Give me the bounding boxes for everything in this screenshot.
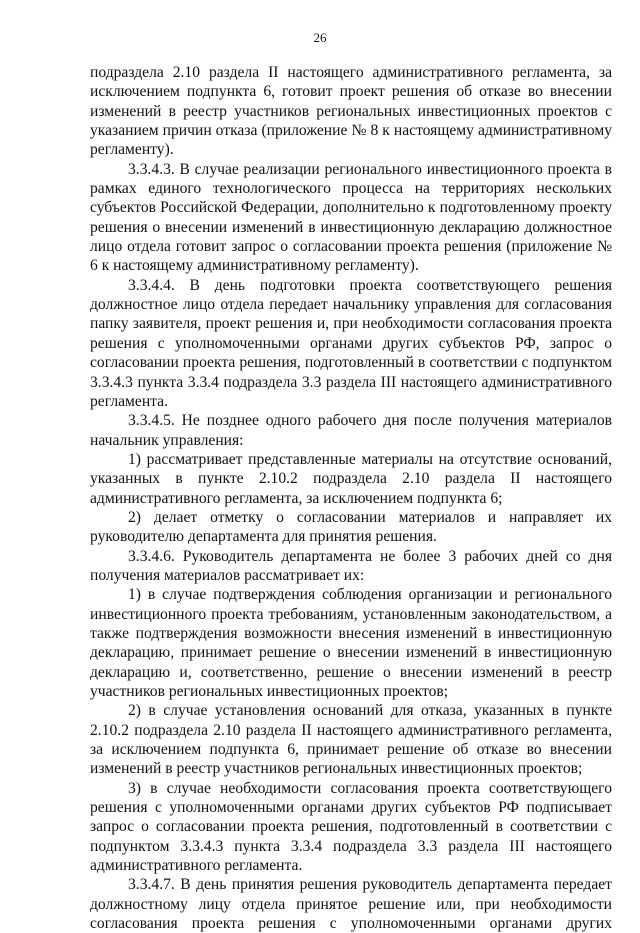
paragraph-continuation: подраздела 2.10 раздела II настоящего административного регламента, за исключением подпункта 6, готовит проект решения об отказе во внесении изменений в реестр участников региональных инвестиционных проектов с указанием причин отказа (приложение № 8 к настоящему административному регламенту). [90,64,612,159]
list-item-3-3-4-6-2: 2) в случае установления оснований для отказа, указанных в пункте 2.10.2 подраздела 2.10 раздела II настоящего административного регламента, за исключением подпункта 6, принимает решение об отказе во внесении изменений в реестр участников региональных инвестиционных проектов; [90,702,612,778]
list-item-3-3-4-5-2: 2) делает отметку о согласовании материалов и направляет их руководителю департамента для принятия решения. [90,508,612,546]
document-body [90,63,612,933]
list-item-3-3-4-6-3: 3) в случае необходимости согласования проекта соответствующего решения с уполномоченными органами других субъектов РФ подписывает запрос о согласовании проекта решения, подготовленный в соответствии с подпунктом 3.3.4.3 пункта 3.3.4 подраздела 3.3 раздела III настоящего административного регламента. [90,779,612,875]
paragraph-3-3-4-7: 3.3.4.7. В день принятия решения руководитель департамента передает должностному лицу отдела принятое решение или, при необходимости согласования проекта решения с уполномоченными органами других [90,876,612,933]
list-item-3-3-4-6-1: 1) в случае подтверждения соблюдения организации и регионального инвестиционного проекта требованиям, установленным законодательством, а также подтверждения возможности внесения изменений в инвестиционную декларацию, принимает решение о внесении изменений в инвестиционную декларацию и, соответственно, решение о внесении изменений в реестр участников региональных инвестиционных проектов; [90,586,612,700]
paragraph-3-3-4-5: 3.3.4.5. Не позднее одного рабочего дня после получения материалов начальник управления: [90,412,612,449]
page-number: 26 [313,30,327,45]
paragraph-3-3-4-3: 3.3.4.3. В случае реализации регионального инвестиционного проекта в рамках единого технологического процесса на территориях нескольких субъектов Российской Федерации, дополнительно к подготовленному проекту решения о внесении изменений в инвестиционную декларацию должностное лицо отдела готовит запрос о согласовании проекта решения (приложение № 6 к настоящему административному регламенту). [90,160,612,275]
list-item-3-3-4-5-1: 1) рассматривает представленные материалы на отсутствие оснований, указанных в пункте 2.10.2 подраздела 2.10 раздела II настоящего административного регламента, за исключением подпункта 6; [90,450,612,507]
paragraph-3-3-4-4: 3.3.4.4. В день подготовки проекта соответствующего решения должностное лицо отдела передает начальнику управления для согласования папку заявителя, проект решения и, при необходимости согласования проекта решения с уполномоченными органами других субъектов РФ, запрос о согласовании проекта решения, подготовленный в соответствии с подпунктом 3.3.4.3 пункта 3.3.4 подраздела 3.3 раздела III настоящего административного регламента. [90,276,612,410]
paragraph-3-3-4-6: 3.3.4.6. Руководитель департамента не более 3 рабочих дней со дня получения материалов рассматривает их: [90,547,612,584]
